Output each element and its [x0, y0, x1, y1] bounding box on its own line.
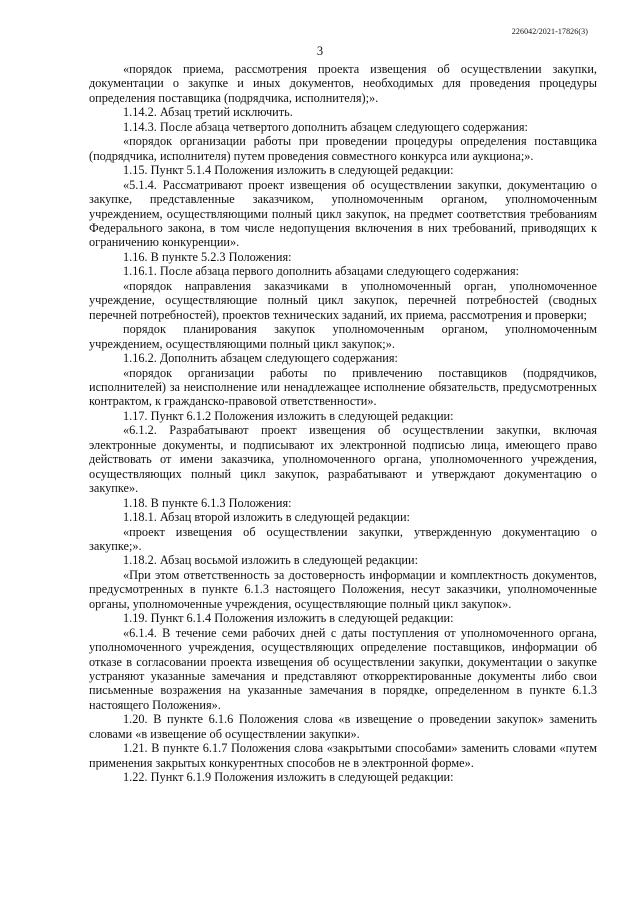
paragraph: «порядок организации работы по привлечению поставщиков (подрядчиков, исполнителей) за неисполнение или ненадлежащее исполнение обязательств, предусмотренных контрактом, к гражданско-правовой ответственности». — [89, 365, 597, 409]
paragraph: 1.18.1. Абзац второй изложить в следующей редакции: — [123, 510, 410, 525]
paragraph: 1.22. Пункт 6.1.9 Положения изложить в следующей редакции: — [123, 770, 454, 785]
paragraph: 1.16. В пункте 5.2.3 Положения: — [123, 249, 292, 264]
document-body — [89, 62, 597, 785]
paragraph: 1.14.3. После абзаца четвертого дополнить абзацем следующего содержания: — [123, 119, 528, 134]
paragraph: 1.17. Пункт 6.1.2 Положения изложить в следующей редакции: — [123, 408, 454, 423]
paragraph: 1.20. В пункте 6.1.6 Положения слова «в извещение о проведении закупок» заменить словами «в извещение об осуществлении закупки». — [89, 712, 597, 741]
paragraph: порядок планирования закупок уполномоченным органом, уполномоченным учреждением, осуществляющими полный цикл закупок;». — [89, 322, 597, 351]
paragraph: 1.19. Пункт 6.1.4 Положения изложить в следующей редакции: — [123, 611, 454, 626]
page-number: 3 — [316, 44, 324, 58]
paragraph: 1.16.2. Дополнить абзацем следующего содержания: — [123, 351, 398, 366]
paragraph: 1.21. В пункте 6.1.7 Положения слова «закрытыми способами» заменить словами «путем применения закрытых конкурентных способов не в электронной форме». — [89, 741, 597, 770]
paragraph: 1.14.2. Абзац третий исключить. — [123, 105, 293, 120]
paragraph: «При этом ответственность за достоверность информации и комплектность документов, предусмотренных в пункте 6.1.3 настоящего Положения, несут заказчики, уполномоченные органы, уполномоченные учреждения, осуществляющие полный цикл закупок». — [89, 567, 597, 611]
paragraph: «6.1.4. В течение семи рабочих дней с даты поступления от уполномоченного органа, уполномоченного учреждения, осуществляющих определение поставщиков, информации об отказе в согласовании проекта извещения об осуществлении закупки, документации о закупке устраняют указанные замечания и представляют откорректированные документы либо свои письменные возражения на указанные замечания в порядке, определенном в пункте 6.1.3 настоящего Положения». — [89, 625, 597, 712]
paragraph: 1.18. В пункте 6.1.3 Положения: — [123, 495, 292, 510]
paragraph: «порядок организации работы при проведении процедуры определения поставщика (подрядчика, исполнителя) путем проведения совместного конкурса или аукциона;». — [89, 134, 597, 163]
paragraph: 1.16.1. После абзаца первого дополнить абзацами следующего содержания: — [123, 264, 520, 279]
paragraph: «порядок приема, рассмотрения проекта извещения об осуществлении закупки, документации о закупке и иных документов, необходимых для проведения процедуры определения поставщика (подрядчика, исполнителя);». — [89, 62, 597, 105]
document-id: 226042/2021-17826(3) — [511, 27, 588, 36]
paragraph: 1.18.2. Абзац восьмой изложить в следующей редакции: — [123, 553, 418, 568]
paragraph: «порядок направления заказчиками в уполномоченный орган, уполномоченное учреждение, осуществляющие полный цикл закупок, перечней потребностей (сводных перечней потребностей), проектов технических заданий, их приема, рассмотрения и проверки; — [89, 278, 597, 322]
paragraph: «5.1.4. Рассматривают проект извещения об осуществлении закупки, документацию о закупке, представленные заказчиком, уполномоченным органом, уполномоченным учреждением, осуществляющими полный цикл закупок, на предмет соответствия требованиям Федерального закона, в том числе недопущения включения в них требований, приводящих к ограничению конкуренции». — [89, 177, 597, 250]
paragraph: 1.15. Пункт 5.1.4 Положения изложить в следующей редакции: — [123, 163, 454, 178]
paragraph: «проект извещения об осуществлении закупки, утвержденную документацию о закупке;». — [89, 524, 597, 553]
paragraph: «6.1.2. Разрабатывают проект извещения об осуществлении закупки, включая электронные документы, и подписывают их электронной подписью лица, имеющего право действовать от имени заказчика, уполномоченного органа, уполномоченного учреждения, осуществляющих полный цикл закупок, разрабатывают и утверждают документацию о закупке». — [89, 423, 597, 496]
